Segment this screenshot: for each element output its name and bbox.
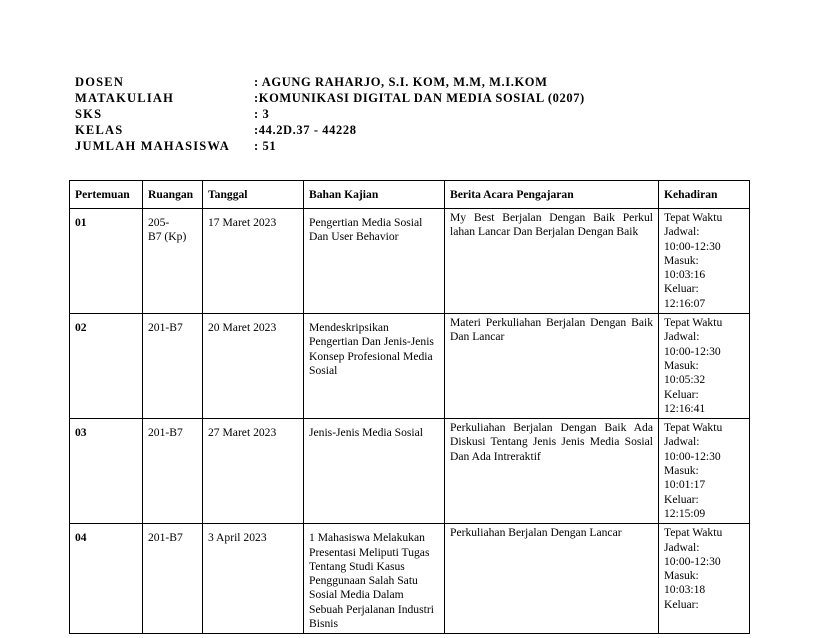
tanggal-cell: 3 April 2023 (203, 524, 304, 634)
dosen-row (75, 74, 585, 90)
berita-cell: My Best Berjalan Dengan Baik Perkul lahan Lancar Dan Berjalan Dengan Baik (445, 209, 659, 314)
attendance-table (69, 180, 750, 634)
bahan-cell: 1 Mahasiswa Melakukan Presentasi Meliputi Tugas Tentang Studi Kasus Penggunaan Salah Satu Sosial Media Dalam Sebuah Perjalanan Industri Bisnis (304, 524, 445, 634)
kelas-label: KELAS (75, 123, 124, 137)
dosen-label: DOSEN (75, 75, 125, 89)
tanggal-cell: 27 Maret 2023 (203, 419, 304, 524)
column-header: Pertemuan (70, 181, 143, 209)
matakuliah-value: :KOMUNIKASI DIGITAL DAN MEDIA SOSIAL (0207) (254, 91, 585, 105)
jumlah-value: : 51 (254, 139, 277, 153)
ruangan-cell: 201-B7 (143, 314, 203, 419)
kehadiran-cell: Tepat Waktu Jadwal: 10:00-12:30 Masuk: 10:05:32 Keluar: 12:16:41 (659, 314, 750, 419)
sks-label: SKS (75, 107, 103, 121)
jumlah-row (75, 138, 585, 154)
column-header: Berita Acara Pengajaran (445, 181, 659, 209)
column-header: Ruangan (143, 181, 203, 209)
kelas-row (75, 122, 585, 138)
matakuliah-row (75, 90, 585, 106)
matakuliah-label: MATAKULIAH (75, 91, 175, 105)
ruangan-cell: 201-B7 (143, 524, 203, 634)
table-row (70, 314, 750, 419)
table-row (70, 524, 750, 634)
tanggal-cell: 20 Maret 2023 (203, 314, 304, 419)
dosen-value: : AGUNG RAHARJO, S.I. KOM, M.M, M.I.KOM (254, 75, 548, 89)
bahan-cell: Mendeskripsikan Pengertian Dan Jenis-Jenis Konsep Profesional Media Sosial (304, 314, 445, 419)
table-row (70, 209, 750, 314)
jumlah-label: JUMLAH MAHASISWA (75, 139, 230, 153)
table-row (70, 419, 750, 524)
kelas-value: :44.2D.37 - 44228 (254, 123, 357, 137)
pertemuan-cell: 01 (70, 209, 143, 314)
berita-cell: Perkuliahan Berjalan Dengan Baik Ada Diskusi Tentang Jenis Jenis Media Sosial Dan Ada Intreraktif (445, 419, 659, 524)
tanggal-cell: 17 Maret 2023 (203, 209, 304, 314)
ruangan-cell: 205- B7 (Kp) (143, 209, 203, 314)
berita-cell: Materi Perkuliahan Berjalan Dengan Baik Dan Lancar (445, 314, 659, 419)
pertemuan-cell: 02 (70, 314, 143, 419)
kehadiran-cell: Tepat Waktu Jadwal: 10:00-12:30 Masuk: 10:03:18 Keluar: (659, 524, 750, 634)
pertemuan-cell: 04 (70, 524, 143, 634)
ruangan-cell: 201-B7 (143, 419, 203, 524)
kehadiran-cell: Tepat Waktu Jadwal: 10:00-12:30 Masuk: 10:03:16 Keluar: 12:16:07 (659, 209, 750, 314)
kehadiran-cell: Tepat Waktu Jadwal: 10:00-12:30 Masuk: 10:01:17 Keluar: 12:15:09 (659, 419, 750, 524)
column-header: Bahan Kajian (304, 181, 445, 209)
pertemuan-cell: 03 (70, 419, 143, 524)
table-header-row (70, 181, 750, 209)
column-header: Kehadiran (659, 181, 750, 209)
bahan-cell: Jenis-Jenis Media Sosial (304, 419, 445, 524)
bahan-cell: Pengertian Media Sosial Dan User Behavior (304, 209, 445, 314)
sks-value: : 3 (254, 107, 270, 121)
course-info (75, 74, 585, 154)
sks-row (75, 106, 585, 122)
column-header: Tanggal (203, 181, 304, 209)
berita-cell: Perkuliahan Berjalan Dengan Lancar (445, 524, 659, 634)
